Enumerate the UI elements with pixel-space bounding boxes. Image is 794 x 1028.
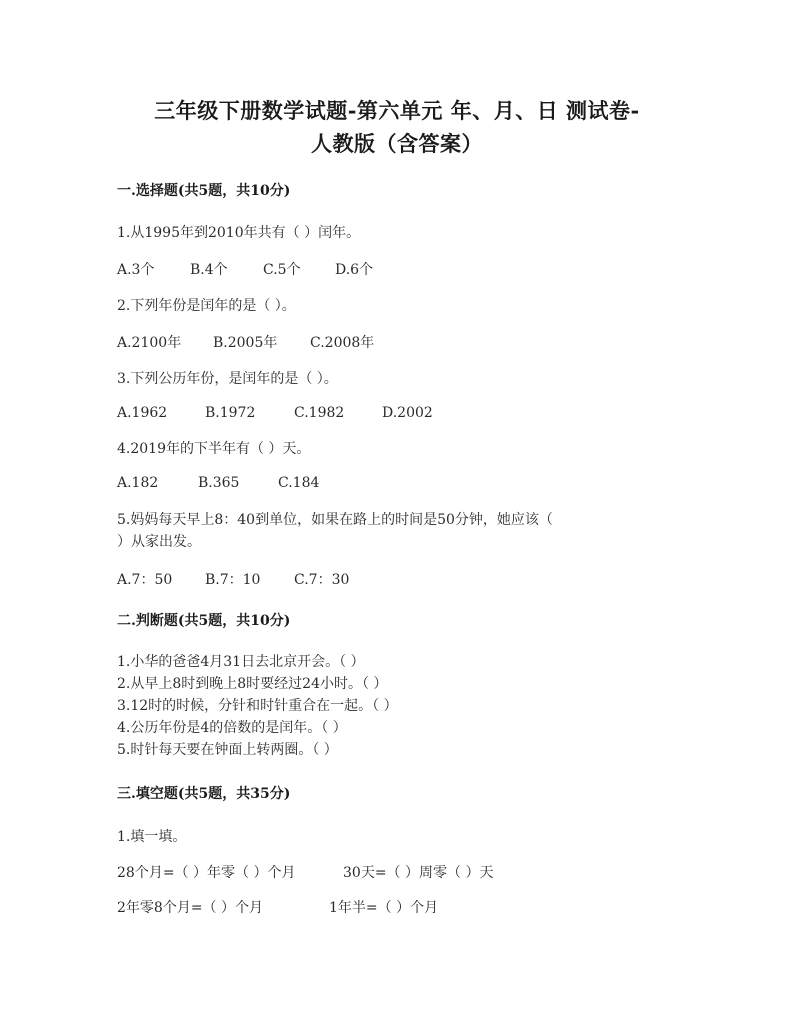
judgment-item-1: 1.小华的爸爸4月31日去北京开会。（ ） — [117, 654, 365, 670]
fill-row-1-part-b: 30天=（ ）周零（ ）天 — [343, 865, 494, 881]
fill-row-2-part-b: 1年半=（ ）个月 — [329, 900, 439, 916]
question-1-option-c: C.5个 — [263, 262, 301, 278]
fill-row-2-part-a: 2年零8个月=（ ）个月 — [117, 900, 263, 916]
judgment-item-4: 4.公历年份是4的倍数的是闰年。（ ） — [117, 720, 347, 736]
section-heading-multiple-choice: 一.选择题(共5题，共10分) — [117, 183, 291, 199]
question-4-option-c: C.184 — [278, 475, 320, 491]
section-heading-true-false: 二.判断题(共5题，共10分) — [117, 613, 291, 629]
question-2-option-c: C.2008年 — [310, 335, 375, 351]
question-3-option-b: B.1972 — [205, 405, 256, 421]
question-3-option-c: C.1982 — [294, 405, 345, 421]
document-title-line-2: 人教版（含答案） — [311, 131, 483, 156]
question-3-option-a: A.1962 — [117, 405, 168, 421]
section-heading-fill-in: 三.填空题(共5题，共35分) — [117, 786, 291, 802]
question-4-option-b: B.365 — [198, 475, 240, 491]
question-3-text: 3.下列公历年份，是闰年的是（ ）。 — [117, 371, 338, 387]
question-5-text-line-2: ）从家出发。 — [117, 534, 201, 550]
fill-row-1-part-a: 28个月=（ ）年零（ ）个月 — [117, 865, 296, 881]
question-2-option-a: A.2100年 — [117, 335, 182, 351]
question-4-text: 4.2019年的下半年有（ ）天。 — [117, 441, 311, 457]
judgment-item-2: 2.从早上8时到晚上8时要经过24小时。（ ） — [117, 676, 388, 692]
question-1-option-a: A.3个 — [117, 262, 155, 278]
fill-question-1-label: 1.填一填。 — [117, 829, 187, 845]
question-1-option-b: B.4个 — [190, 262, 228, 278]
question-4-option-a: A.182 — [117, 475, 159, 491]
judgment-item-3: 3.12时的时候，分针和时针重合在一起。（ ） — [117, 698, 398, 714]
question-5-option-c: C.7：30 — [294, 572, 350, 588]
question-3-option-d: D.2002 — [382, 405, 433, 421]
document-title-line-1: 三年级下册数学试题-第六单元 年、月、日 测试卷- — [154, 98, 640, 123]
question-5-option-b: B.7：10 — [205, 572, 261, 588]
question-2-text: 2.下列年份是闰年的是（ ）。 — [117, 298, 296, 314]
question-5-text-line-1: 5.妈妈每天早上8：40到单位，如果在路上的时间是50分钟，她应该（ — [117, 512, 553, 528]
question-2-option-b: B.2005年 — [213, 335, 278, 351]
question-5-option-a: A.7：50 — [117, 572, 173, 588]
judgment-item-5: 5.时针每天要在钟面上转两圈。（ ） — [117, 742, 338, 758]
question-1-option-d: D.6个 — [335, 262, 374, 278]
question-1-text: 1.从1995年到2010年共有（ ）闰年。 — [117, 225, 361, 241]
